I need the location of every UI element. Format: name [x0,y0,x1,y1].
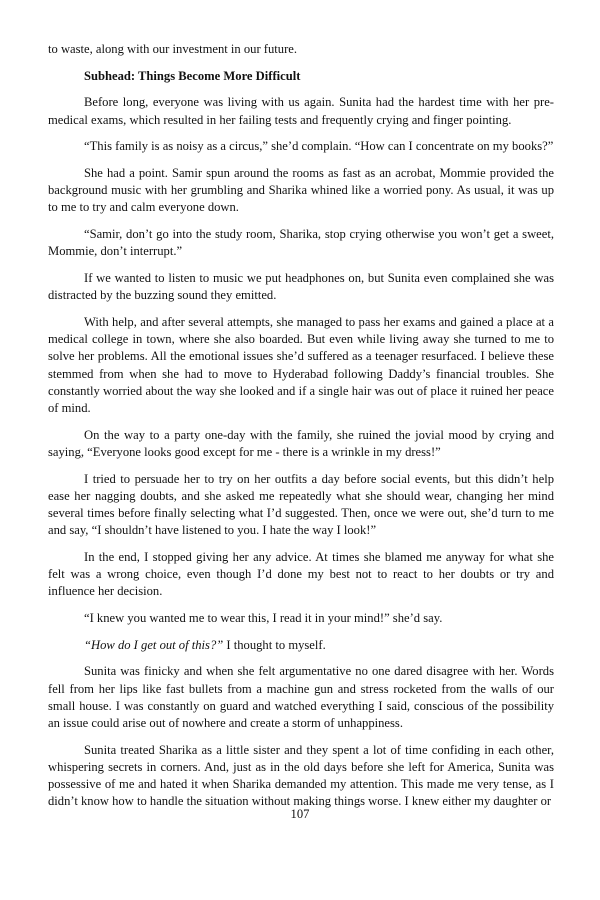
paragraph: I tried to persuade her to try on her outfits a day before social events, but this didn’t help ease her nagging doubts, and she asked me repeatedly what she should wear, changing her mind several times before finally selecting what I’d suggested. Then, once we were out, she’d turn to me and say, “I shouldn’t have listened to you. I hate the way I look!” [48,471,554,538]
opening-continuation: to waste, along with our investment in our future. [48,42,298,56]
paragraph: In the end, I stopped giving her any advice. At times she blamed me anyway for what she felt was a wrong choice, even though I’d done my best not to react to her doubts or try and influence her decision. [48,549,554,599]
page-number: 107 [290,807,310,821]
paragraph: If we wanted to listen to music we put headphones on, but Sunita even complained she was distracted by the buzzing sound they emitted. [48,271,554,303]
page-body [48,41,554,811]
paragraph: Sunita was finicky and when she felt argumentative no one dared disagree with her. Words fell from her lips like fast bullets from a machine gun and stress rocketed from the walls of our small house. I was constantly on guard and watched everything I said, conscious of the possibility an issue could arise out of nowhere and create a storm of unhappiness. [48,664,554,730]
paragraph: On the way to a party one-day with the family, she ruined the jovial mood by crying and saying, “Everyone looks good except for me - there is a wrinkle in my dress!” [48,427,554,459]
paragraph: “This family is as noisy as a circus,” she’d complain. “How can I concentrate on my books?” [84,139,554,154]
paragraph: “Samir, don’t go into the study room, Sharika, stop crying otherwise you won’t get a sweet, Mommie, don’t interrupt.” [48,227,554,259]
paragraph: With help, and after several attempts, she managed to pass her exams and gained a place at a medical college in town, where she also boarded. But even while living away she turned to me to solve her problems. All the emotional issues she’d suffered as a teenager resurfaced. I believe these stemmed from when she had to move to Hyderabad following Daddy’s financial troubles. She constantly worried about the way she looked and if a single hair was out of place it ruined her peace of mind. [48,314,554,415]
section-subhead: Subhead: Things Become More Difficult [84,68,301,83]
paragraph: “I knew you wanted me to wear this, I read it in your mind!” she’d say. [84,610,443,625]
italic-thought: “How do I get out of this?” [84,637,224,652]
paragraph: Sunita treated Sharika as a little sister and they spent a lot of time confiding in each other, whispering secrets in corners. And, just as in the old days before she left for America, Sunita was possessive of me and hated it when Sharika demanded my attention. This made me very tense, as I didn’t know how to handle the situation without making things worse. I knew either my daughter or [48,742,554,809]
paragraph: She had a point. Samir spun around the rooms as fast as an acrobat, Mommie provided the background music with her grumbling and Sharika whined like a worried pony. As usual, it was up to me to try and calm everyone down. [48,166,554,215]
paragraph: Before long, everyone was living with us again. Sunita had the hardest time with her pre-medical exams, which resulted in her failing tests and frequently crying and finger pointing. [48,95,554,127]
italic-thought-paragraph [48,637,554,654]
thought-attribution: I thought to myself. [223,637,326,652]
